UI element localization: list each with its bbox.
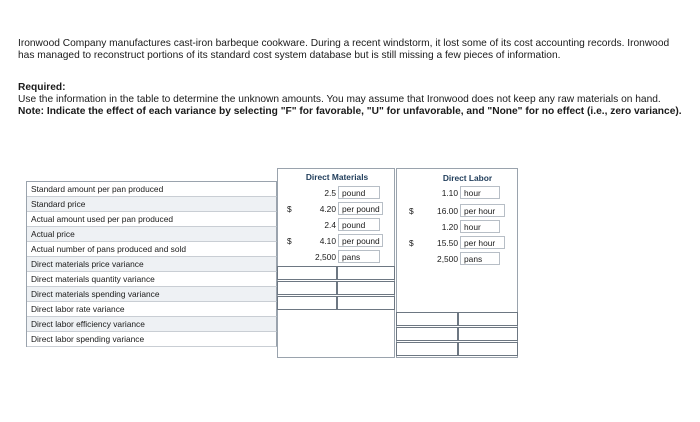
row-label-dm-qty-var: Direct materials quantity variance <box>27 272 277 287</box>
dm-spending-variance-effect-select[interactable] <box>337 296 395 310</box>
dl-pans-unit: pans <box>460 252 500 265</box>
dm-quantity-variance-effect-select[interactable] <box>337 281 395 295</box>
dl-act-amount-unit: hour <box>460 220 500 233</box>
dm-price-variance-amount-input[interactable] <box>277 266 337 280</box>
dl-std-price-unit: per hour <box>460 204 505 217</box>
dm-pans-unit: pans <box>338 250 380 263</box>
dl-pans: 2,500 <box>437 254 458 264</box>
dl-act-amount: 1.20 <box>441 222 458 232</box>
dl-act-price-unit: per hour <box>460 236 505 249</box>
dm-act-amount: 2.4 <box>324 220 336 230</box>
row-label-std-amount: Standard amount per pan produced <box>27 182 277 197</box>
required-text: Use the information in the table to determine the unknown amounts. You may assume that Ironwood does not keep any raw materials on hand. <box>18 94 661 105</box>
dm-price-variance-effect-select[interactable] <box>337 266 395 280</box>
dl-spending-variance-amount-input[interactable] <box>396 342 458 356</box>
dm-act-price-unit: per pound <box>338 234 383 247</box>
dl-rate-variance-amount-input[interactable] <box>396 312 458 326</box>
row-label-dl-spend-var: Direct labor spending variance <box>27 332 277 347</box>
dm-quantity-variance-amount-input[interactable] <box>277 281 337 295</box>
dl-std-amount: 1.10 <box>441 188 458 198</box>
dl-std-price-dollar: $ <box>409 206 414 216</box>
dl-spending-variance-effect-select[interactable] <box>458 342 518 356</box>
dm-column-header: Direct Materials <box>305 172 369 182</box>
dl-std-price: 16.00 <box>437 206 458 216</box>
dl-column-header: Direct Labor <box>442 173 493 183</box>
dm-std-price-unit: per pound <box>338 202 383 215</box>
dm-std-price: 4.20 <box>319 204 336 214</box>
row-label-act-price: Actual price <box>27 227 277 242</box>
row-label-act-amount: Actual amount used per pan produced <box>27 212 277 227</box>
dm-spending-variance-amount-input[interactable] <box>277 296 337 310</box>
dl-act-price: 15.50 <box>437 238 458 248</box>
row-label-pans: Actual number of pans produced and sold <box>27 242 277 257</box>
dm-std-amount: 2.5 <box>324 188 336 198</box>
requirements <box>18 82 688 118</box>
dl-rate-variance-effect-select[interactable] <box>458 312 518 326</box>
dl-act-price-dollar: $ <box>409 238 414 248</box>
required-heading: Required: <box>18 82 66 93</box>
dm-act-amount-unit: pound <box>338 218 380 231</box>
dm-std-amount-unit: pound <box>338 186 380 199</box>
dm-pans: 2,500 <box>315 252 336 262</box>
dl-efficiency-variance-amount-input[interactable] <box>396 327 458 341</box>
row-label-dm-spend-var: Direct materials spending variance <box>27 287 277 302</box>
row-label-dl-eff-var: Direct labor efficiency variance <box>27 317 277 332</box>
row-label-dm-price-var: Direct materials price variance <box>27 257 277 272</box>
note-text: Note: Indicate the effect of each variance by selecting "F" for favorable, "U" for unfavorable, and "None" for no effect (i.e., zero variance). <box>18 106 682 117</box>
problem-intro: Ironwood Company manufactures cast-iron barbeque cookware. During a recent windstorm, it lost some of its cost accounting records. Ironwood has managed to reconstruct portions of its standard cost system database but is still missing a few pieces of information. <box>18 38 670 61</box>
row-labels <box>26 181 277 347</box>
row-label-dl-rate-var: Direct labor rate variance <box>27 302 277 317</box>
dl-std-amount-unit: hour <box>460 186 500 199</box>
dm-act-price-dollar: $ <box>287 236 292 246</box>
dl-efficiency-variance-effect-select[interactable] <box>458 327 518 341</box>
row-label-std-price: Standard price <box>27 197 277 212</box>
dm-act-price: 4.10 <box>319 236 336 246</box>
dm-std-price-dollar: $ <box>287 204 292 214</box>
